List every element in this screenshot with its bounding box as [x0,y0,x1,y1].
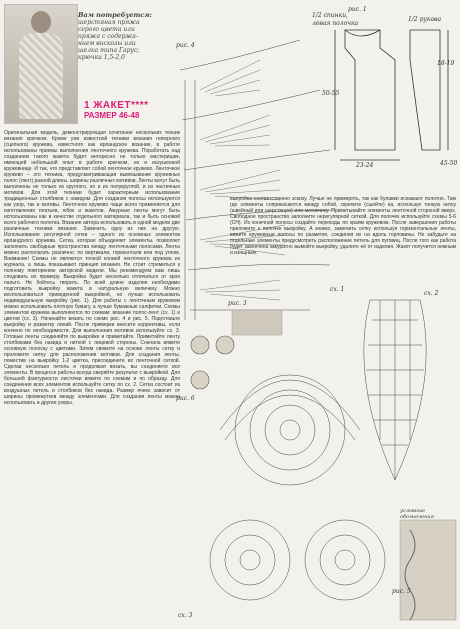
scheme1-label: сх. 1 [330,286,345,293]
dimension-label: 23-24 [356,162,374,169]
dimension-label: 45-50 [440,160,458,167]
scheme2-leaf [364,300,426,480]
materials-line: шелка типа Гарус; [78,47,140,54]
fig5-photo [400,520,456,620]
front-left-label: левая полочка [312,20,359,27]
instructions-column: Оригинальная модель, демонстрирующая сочетание нескольких техник вязания крючком. Кроме уже известной техники вязания гипюрного (сцепного) кружева, известного как ирландское вязание, в работе использованы приемы выполнения ленточного кружева. Поработать над созданием такого жакета будет интересно не только мастерицам, имеющей небольшой опыт в работе крючком, но и искушенной кружевнице. И так, что представляет собой ленточное кружево. Ленточное кружево – это техника, предусматривающая вывязывание кружевных полос (лент) разной длины, ширины различных мотивов. Ленты могут быть выполнены не только из круглого, но и из полукруглой, и из частичных мотивов. Для этой техники будет характерным использование традиционных столбиков с накидом. Для создания полосы используются как узор, так и мотивы. Ленточное кружево чаще всего применяется для изготовления платьев, юбок и жакетов. Ажурные ленты могут быть использованы как в качестве отдельного материала, так и быть основой всего рабочего полотна. Вязание автора использовать в одной модели две различные техники вязания. Заменить одну из них на другую. Использование регулярной сетки – одного из основных элементов ирландского кружева. Сетка, которая объединяет элементы, позволяет заполнить свободные пространства между ленточными полосами. Ленты можно располагать различно: по вертикали, горизонтали или под углом. Внимание! Схемы не являются точной копией ленточного кружева из журнала, а лишь показывают принцип вязания. Не стоит стремиться к полному повторению авторской модели. Мы рекомендуем вам лишь следовать их примеру. Выкройка будет несколько отличаться от кроя пальто. Не бойтесь творить. По всей длине изделия необходимо подготовить выкройку жакета в натуральную величину. Можно воспользоваться приведенной выкройкой, но лучше использовать индивидуальную выкройку (рис. 1). Для работы с ленточным кружевом можно использовать плотную бумагу, а лучше бумажные салфетки. Схемы элементов кружева выполняются по схемам: вязание полос-лент (сх. 1) и цветов (сх. 3). Начинайте вязать по схеме рис. 4 и рис. 5. Подготовьте выкройку и разметку линий. После примерки внесите коррективы, если кончено по необходимости. Для выполнения мотивов используйте сх. 3. Готовые ленты соединяйте по выкройке и приметайте. Приметайте ленту столбиками без накида и ниткой с лицевой стороны. Сначала вяжите основную полоску с цветами. Затем свяжите на основе ленты сетку и проложите нитку для расположения мотивов. Для создания ленты, поместив на выкройку 1-2 цветка, присоедините их ленточной сеткой. Сделав несколько петель и продолжая вязать, вы соединяете все элементы. В процессе работы всегда сверяйте результат с выкройкой. Для большей фактурности листочки вяжите по схемам и по образцу. Для соединения всех элементов используйте сетку по сх. 2. Сетка состоит из воздушных петель и столбиков без накида. Размер ячеек зависит от ширины промежутков между элементами. Для создания ленты можно использовать и другие узоры. [4,130,180,406]
pattern-title: 1 ЖАКЕТ**** [84,100,149,111]
half-sleeve-label: 1/2 рукава [408,16,442,23]
fig3-label: рис. 3 [228,300,247,307]
materials-title: Вам потребуется: [78,11,152,19]
fig6-motifs [191,336,234,389]
scheme3-flowers [210,375,385,600]
instructions-right-column: выкройка соответственно эскизу. Лучше не примерять, так как булавки искажают полотно. Там где элементы соприкасаются между собой, скрепите (сшейте) на, используя тонкую нитку (швейный или шерстяную) или мотивчику. Приметывайте элементы ленточной стороной вверх. Свободное пространство заполните нерегулярной сеткой. Для полочек используйте схемы 5-6 (СН). Из конечной полосы создайте переходы по краям кружевом. После завершения работы приложите к полочке выкройку. А можно, заменить сетку используя горизонтальные ленты, вяжите кружевные полосы по разметке, соединяя их на вдоль горловины. Не забудьте на отдельные элементы предусмотреть расположение петель для пуговиц. После того как работа будет закончена аккуратно вымойте выкройку, удалите её от изделия. Жакет получится нежным и изящным. [230,196,456,256]
garment-schematic [335,30,448,160]
back-outline [345,30,395,150]
materials-line: серого цвета или [78,26,135,33]
materials-line: крючки 1,5-2,0 [78,54,125,61]
sleeve-outline [410,30,440,150]
materials-line: нием вискозы или [78,40,136,47]
neckline [345,30,380,36]
scheme3-label: сх. 3 [178,612,193,619]
fig1-label: рис. 1 [348,6,367,13]
legend-title: условные обозначения [400,508,434,520]
fig4-label: рис. 4 [176,42,195,49]
half-back-label: 1/2 спинки, [312,12,348,19]
fig6-label: рис. 6 [176,395,195,402]
fig5-label: рис. 5 [392,588,411,595]
dimension-label: 50-55 [322,90,340,97]
fig3-photo [232,310,282,335]
scheme2-label: сх. 2 [424,290,439,297]
materials-line: шерстяная пряжа [78,19,140,26]
pattern-size: РАЗМЕР 46-48 [84,111,140,120]
materials-line: пряжа с содержа- [78,33,138,40]
dimension-label: 18-19 [437,60,455,67]
